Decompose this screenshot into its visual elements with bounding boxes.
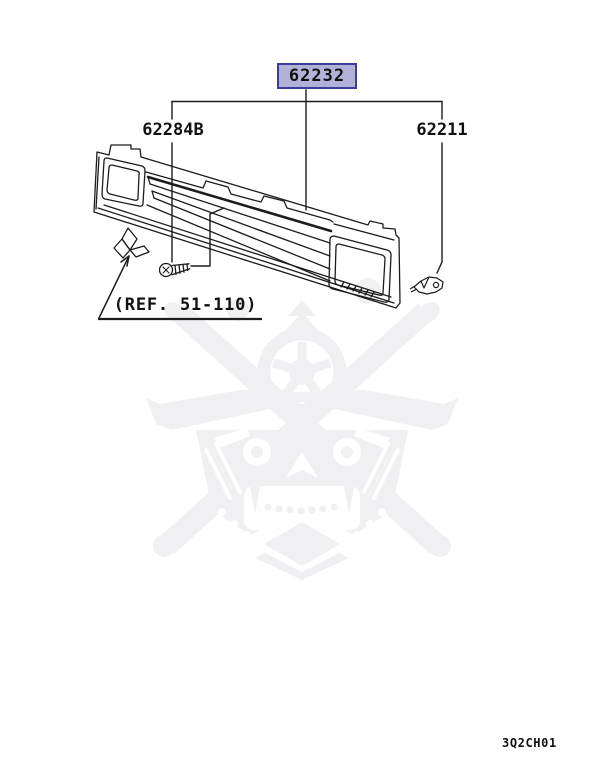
reference-note: (REF. 51-110) [113, 295, 258, 315]
diagram-code: 3Q2CH01 [502, 736, 557, 750]
part-number-62211[interactable]: 62211 [416, 120, 468, 140]
mitsubishi-diamond-emblem-icon [114, 228, 149, 258]
part-number-highlight-62232[interactable]: 62232 [277, 63, 357, 89]
tapping-screw-icon [160, 264, 190, 277]
samurai-mask-watermark-icon [146, 278, 458, 580]
leader-lines [172, 90, 442, 273]
grille-mounting-clip-icon [410, 277, 443, 294]
part-number-62284b[interactable]: 62284B [142, 120, 204, 140]
radiator-grille-drawing [94, 145, 400, 308]
